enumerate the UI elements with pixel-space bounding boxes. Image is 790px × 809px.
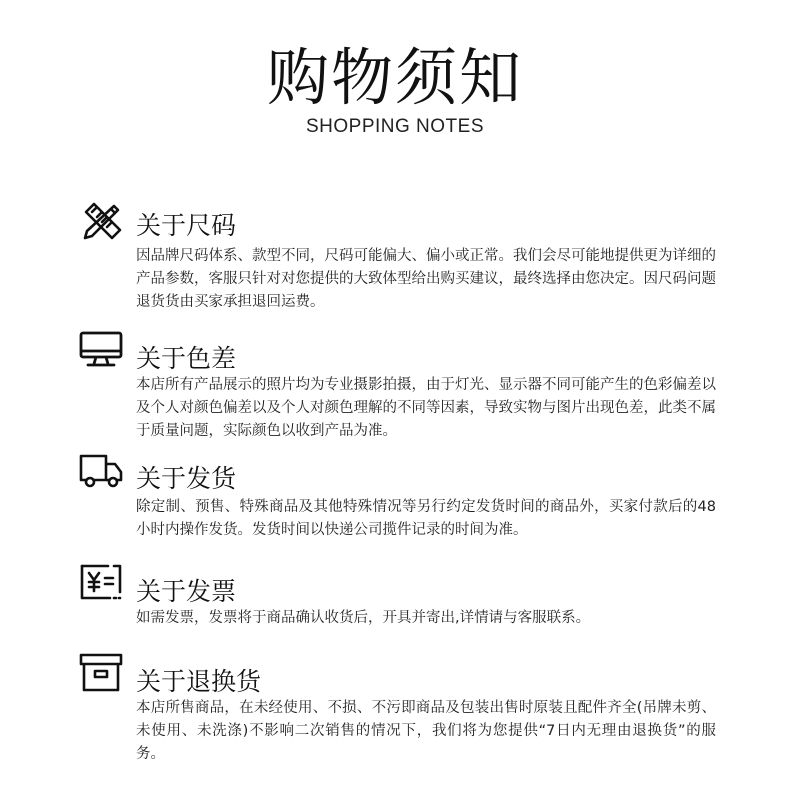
section-invoice-heading: 关于发票 [136,577,237,606]
section-invoice-text: 如需发票，发票将于商品确认收货后，开具并寄出,详情请与客服联系。 [136,610,591,626]
page-title: 购物须知 [266,41,523,114]
section-color-heading: 关于色差 [136,344,237,373]
section-returns-heading: 关于退换货 [136,667,262,696]
section-returns-text: 本店所售商品，在未经使用、不损、不污即商品及包装出售时原装且配件齐全(吊牌未剪、未使用、未洗涤)不影响二次销售的情况下，我们将为您提供“7日内无理由退换货”的服务。 [136,700,716,762]
section-size-text: 因品牌尺码体系、款型不同，尺码可能偏大、偏小或正常。我们会尽可能地提供更为详细的产品参数，客服只针对对您提供的大致体型给出购买建议，最终选择由您决定。因尺码问题退货货由买家承担退回运费。 [136,248,716,310]
return-box-icon [78,652,124,692]
section-shipping-heading: 关于发货 [136,464,237,493]
section-color-text: 本店所有产品展示的照片均为专业摄影拍摄，由于灯光、显示器不同可能产生的色彩偏差以及个人对颜色偏差以及个人对颜色理解的不同等因素，导致实物与图片出现色差，此类不属于质量问题，实际颜色以收到产品为准。 [136,377,716,439]
section-shipping-text: 除定制、预售、特殊商品及其他特殊情况等另行约定发货时间的商品外，买家付款后的48小时内操作发货。发货时间以快递公司揽件记录的时间为准。 [136,499,716,538]
section-size-heading: 关于尺码 [136,211,237,240]
page-subtitle: SHOPPING NOTES [305,116,485,137]
monitor-icon [78,330,124,370]
delivery-truck-icon [78,450,124,490]
ruler-pencil-icon [78,200,124,240]
invoice-receipt-icon [78,562,124,602]
